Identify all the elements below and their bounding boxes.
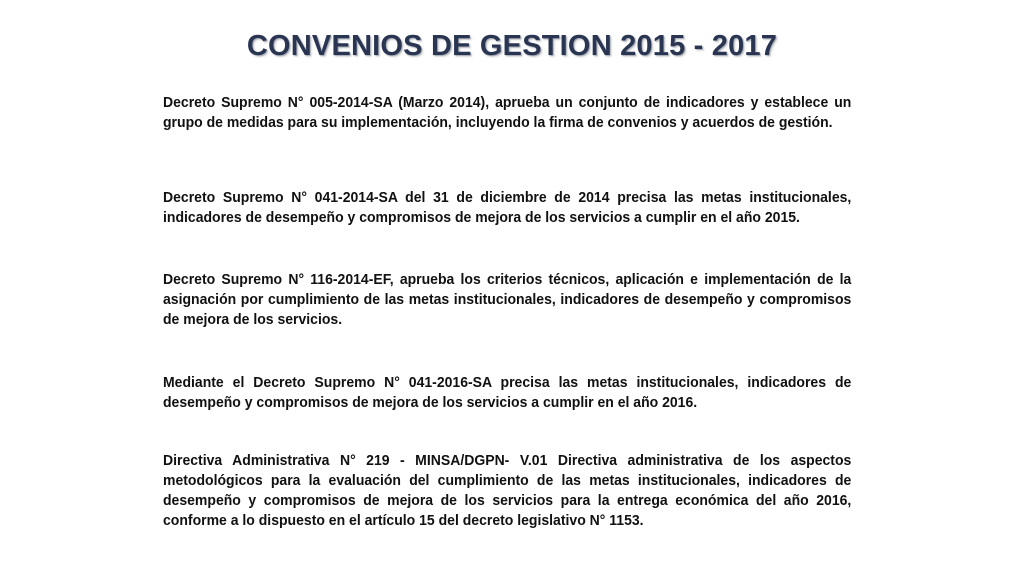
paragraph-ds-041-2016-sa: Mediante el Decreto Supremo N° 041-2016-SA precisa las metas institucionales, indicadores de desempeño y compromisos de mejora de los servicios a cumplir en el año 2016. (163, 375, 852, 411)
paragraph-ds-041-2014-sa: Decreto Supremo N° 041-2014-SA del 31 de diciembre de 2014 precisa las metas institucionales, indicadores de desempeño y compromisos de mejora de los servicios a cumplir en el año 2015. (163, 190, 852, 226)
slide-title: CONVENIOS DE GESTION 2015 - 2017 (246, 30, 778, 62)
paragraph-ds-005-2014-sa: Decreto Supremo N° 005-2014-SA (Marzo 2014), aprueba un conjunto de indicadores y establece un grupo de medidas para su implementación, incluyendo la firma de convenios y acuerdos de gestión. (163, 95, 852, 131)
slide-body (163, 93, 852, 563)
paragraph-directiva-219: Directiva Administrativa N° 219 - MINSA/DGPN- V.01 Directiva administrativa de los aspectos metodológicos para la evaluación del cumplimiento de las metas institucionales, indicadores de desempeño y compromisos de mejora de los servicios para la entrega económica del año 2016, conforme a lo dispuesto en el artículo 15 del decreto legislativo N° 1153. (163, 453, 852, 529)
paragraph-ds-116-2014-ef: Decreto Supremo N° 116-2014-EF, aprueba los criterios técnicos, aplicación e implementación de la asignación por cumplimiento de las metas institucionales, indicadores de desempeño y compromisos de mejora de los servicios. (163, 272, 852, 328)
